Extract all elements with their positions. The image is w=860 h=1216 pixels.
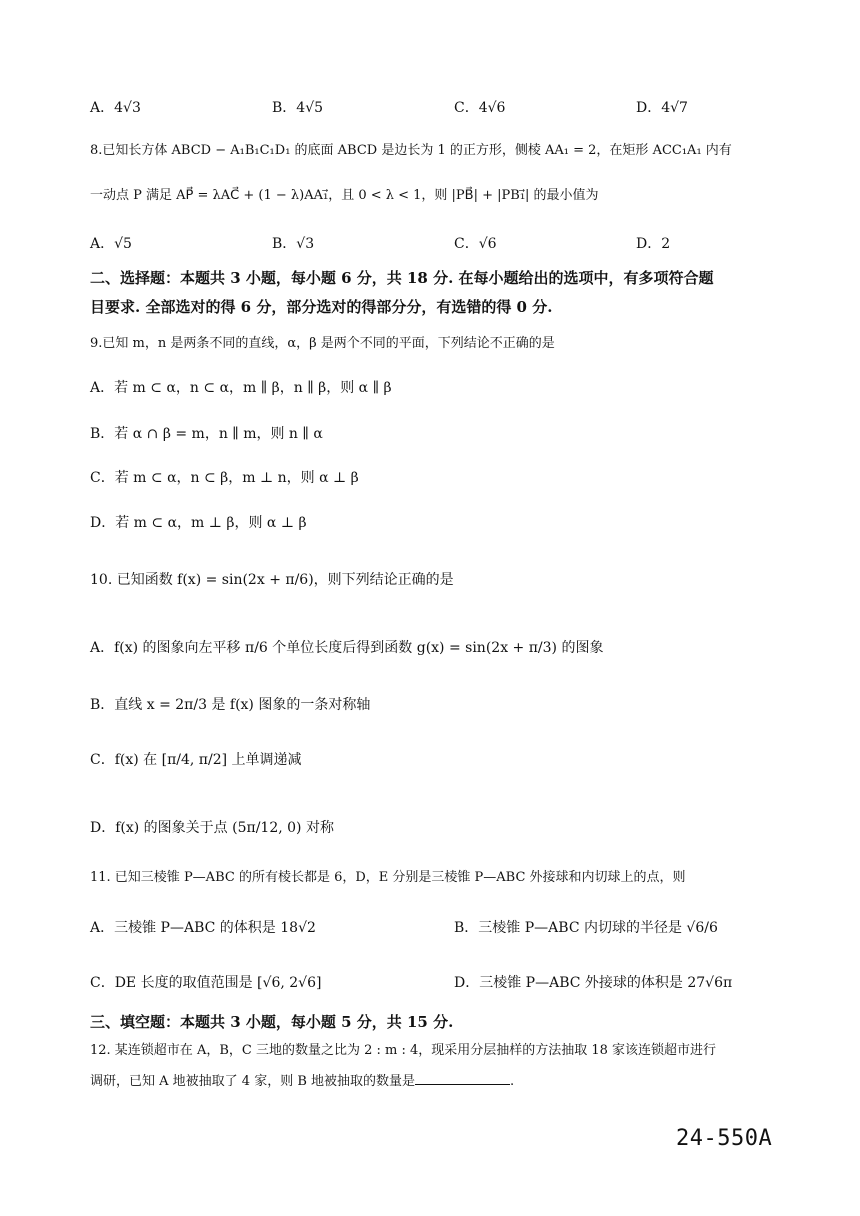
q12-line2 xyxy=(90,1070,514,1092)
q11-stem: 11. 已知三棱锥 P—ABC 的所有棱长都是 6，D，E 分别是三棱锥 P—ABC 外接球和内切球上的点，则 xyxy=(90,870,686,885)
q10-option-d: D．f(x) 的图象关于点 (5π/12, 0) 对称 xyxy=(90,820,334,836)
q10-stem: 10. 已知函数 f(x) = sin(2x + π/6)，则下列结论正确的是 xyxy=(90,572,454,588)
q11-option-b: B．三棱锥 P—ABC 内切球的半径是 √6/6 xyxy=(454,920,718,936)
q12-line1: 12. 某连锁超市在 A，B，C 三地的数量之比为 2 : m : 4，现采用分层抽样的方法抽取 18 家该连锁超市进行 xyxy=(90,1043,717,1058)
q8-option-a: A．√5 xyxy=(90,236,132,252)
q12-line2-end: . xyxy=(510,1074,515,1089)
q8-option-b: B．√3 xyxy=(272,236,315,252)
q8-option-c: C．√6 xyxy=(454,236,497,252)
q10-option-b: B．直线 x = 2π/3 是 f(x) 图象的一条对称轴 xyxy=(90,697,371,713)
q7-option-c: C．4√6 xyxy=(454,100,506,116)
q11-option-a: A．三棱锥 P—ABC 的体积是 18√2 xyxy=(90,920,316,936)
q9-option-c: C．若 m ⊂ α，n ⊂ β，m ⊥ n，则 α ⊥ β xyxy=(90,470,359,486)
q7-option-d: D．4√7 xyxy=(636,100,688,116)
section3-heading: 三、填空题：本题共 3 小题，每小题 5 分，共 15 分. xyxy=(90,1013,454,1031)
q9-option-d: D．若 m ⊂ α，m ⊥ β，则 α ⊥ β xyxy=(90,515,307,531)
q12-answer-blank[interactable] xyxy=(415,1070,510,1085)
footer-code: 24-550A xyxy=(676,1126,773,1151)
q8-option-d: D．2 xyxy=(636,236,671,252)
q9-option-b: B．若 α ∩ β = m，n ∥ m，则 n ∥ α xyxy=(90,426,323,442)
q11-option-c: C．DE 长度的取值范围是 [√6, 2√6] xyxy=(90,975,322,991)
q9-option-a: A．若 m ⊂ α，n ⊂ α，m ∥ β，n ∥ β，则 α ∥ β xyxy=(90,380,392,396)
section2-heading-line2: 目要求. 全部选对的得 6 分，部分选对的得部分分，有选错的得 0 分. xyxy=(90,298,553,316)
section2-heading-line1: 二、选择题：本题共 3 小题，每小题 6 分，共 18 分. 在每小题给出的选项中，有多项符合题 xyxy=(90,269,714,287)
q8-stem-line2: 一动点 P 满足 AP⃗ = λAC⃗ + (1 − λ)AA₁⃗，且 0 < λ < 1，则 |PB⃗| + |PB₁⃗| 的最小值为 xyxy=(90,188,599,203)
q10-option-a: A．f(x) 的图象向左平移 π/6 个单位长度后得到函数 g(x) = sin(2x + π/3) 的图象 xyxy=(90,640,604,656)
q9-stem: 9.已知 m，n 是两条不同的直线，α，β 是两个不同的平面，下列结论不正确的是 xyxy=(90,336,555,351)
q7-option-a: A．4√3 xyxy=(90,100,141,116)
q8-stem-line1: 8.已知长方体 ABCD − A₁B₁C₁D₁ 的底面 ABCD 是边长为 1 的正方形，侧棱 AA₁ = 2，在矩形 ACC₁A₁ 内有 xyxy=(90,143,732,158)
q11-option-d: D．三棱锥 P—ABC 外接球的体积是 27√6π xyxy=(454,975,733,991)
q12-line2-text: 调研，已知 A 地被抽取了 4 家，则 B 地被抽取的数量是 xyxy=(90,1074,416,1089)
q10-option-c: C．f(x) 在 [π/4, π/2] 上单调递减 xyxy=(90,752,302,768)
q7-option-b: B．4√5 xyxy=(272,100,324,116)
